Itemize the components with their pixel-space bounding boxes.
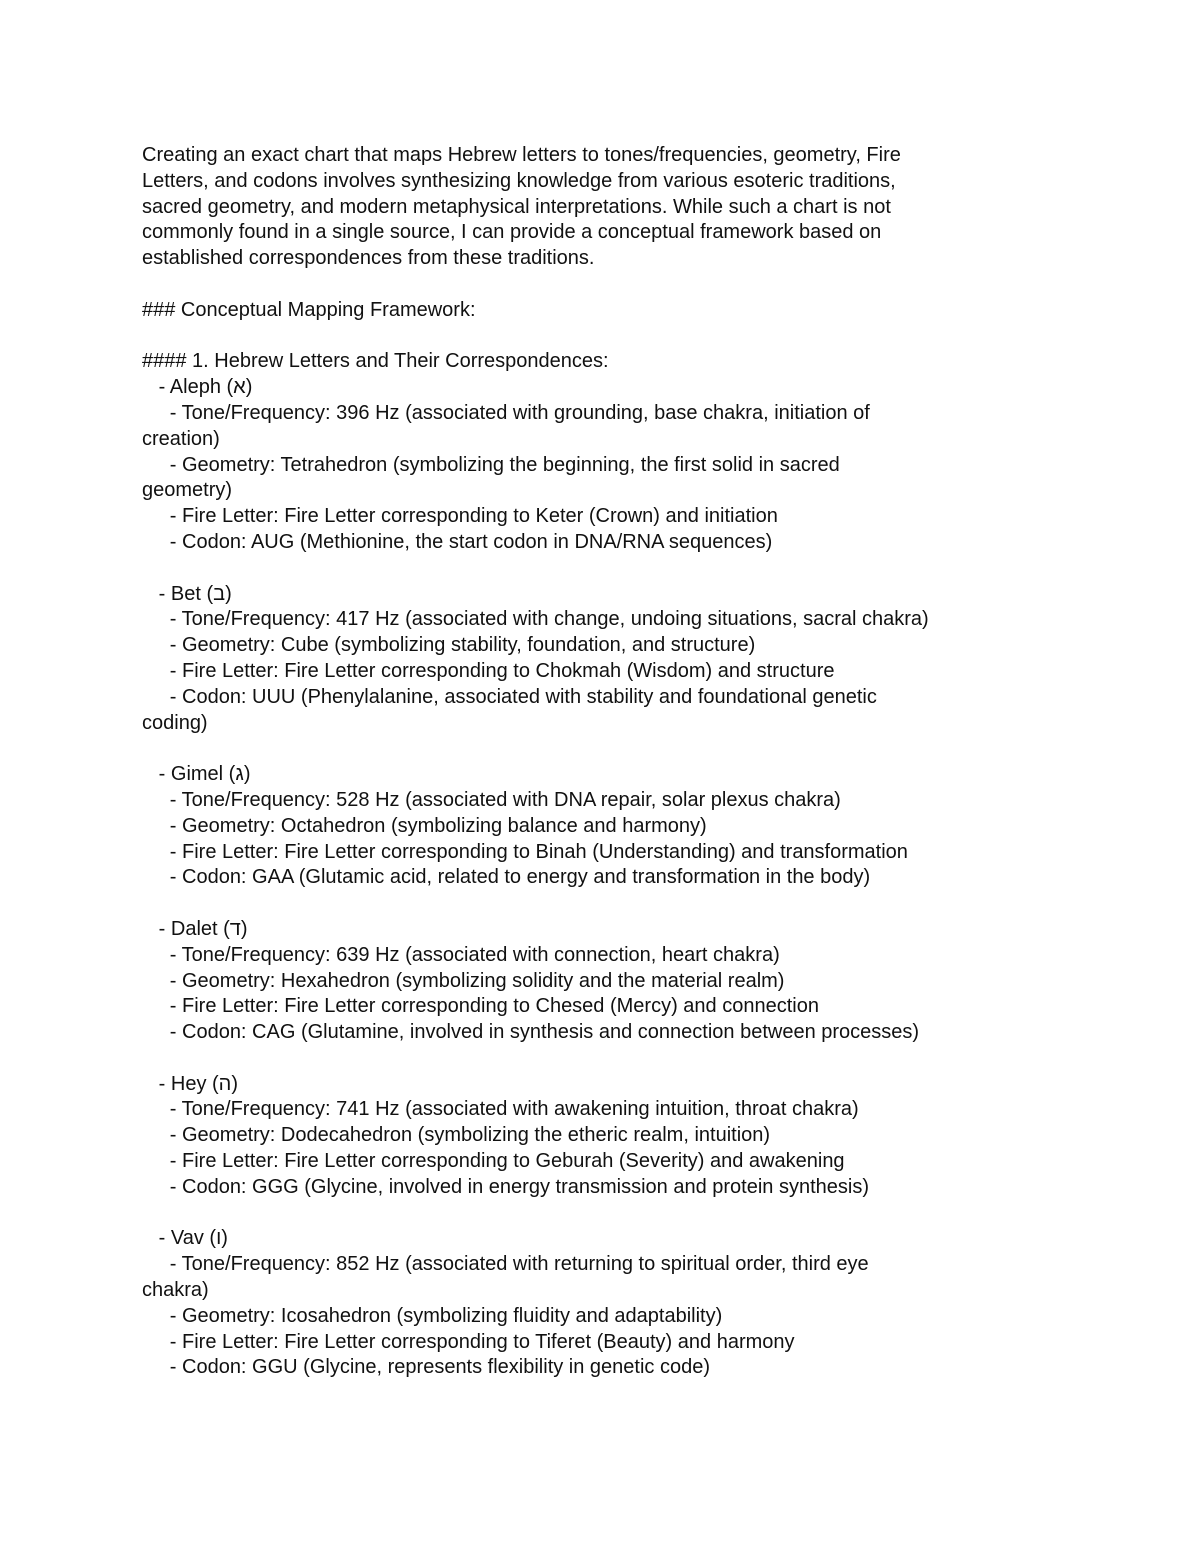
- letter-detail: - Fire Letter: Fire Letter corresponding to Geburah (Severity) and awakening: [142, 1150, 845, 1173]
- letter-detail: - Codon: AUG (Methionine, the start codon in DNA/RNA sequences): [142, 530, 773, 553]
- spacer: [142, 1046, 1062, 1072]
- letter-entry-vav: [142, 1226, 1062, 1381]
- letter-detail: - Codon: CAG (Glutamine, involved in synthesis and connection between processes): [142, 1021, 920, 1044]
- intro-paragraph: [142, 143, 1062, 272]
- letter-detail: creation): [142, 427, 220, 450]
- letter-detail: geometry): [142, 479, 233, 502]
- letter-detail: - Codon: GAA (Glutamic acid, related to energy and transformation in the body): [142, 866, 871, 889]
- letter-detail: - Tone/Frequency: 528 Hz (associated with DNA repair, solar plexus chakra): [142, 788, 841, 811]
- letter-entry-bet: [142, 582, 1062, 737]
- spacer: [142, 324, 1062, 350]
- spacer: [142, 736, 1062, 762]
- letter-detail: - Codon: UUU (Phenylalanine, associated with stability and foundational genetic: [142, 685, 877, 708]
- letter-detail: - Geometry: Hexahedron (symbolizing solidity and the material realm): [142, 969, 785, 992]
- letter-detail: - Codon: GGG (Glycine, involved in energy transmission and protein synthesis): [142, 1175, 869, 1198]
- spacer: [142, 891, 1062, 917]
- subsection-heading: #### 1. Hebrew Letters and Their Correspondences:: [142, 350, 609, 373]
- letter-detail: - Fire Letter: Fire Letter corresponding to Chokmah (Wisdom) and structure: [142, 659, 835, 682]
- spacer: [142, 272, 1062, 298]
- letter-detail: - Codon: GGU (Glycine, represents flexibility in genetic code): [142, 1356, 711, 1379]
- letter-detail: chakra): [142, 1279, 209, 1302]
- letter-detail: - Tone/Frequency: 741 Hz (associated with awakening intuition, throat chakra): [142, 1098, 859, 1121]
- letter-detail: - Tone/Frequency: 852 Hz (associated with returning to spiritual order, third eye: [142, 1253, 869, 1276]
- intro-line: Creating an exact chart that maps Hebrew letters to tones/frequencies, geometry, Fire: [142, 144, 901, 166]
- spacer: [142, 556, 1062, 582]
- letter-detail: - Fire Letter: Fire Letter corresponding to Binah (Understanding) and transformation: [142, 840, 908, 863]
- letter-detail: - Tone/Frequency: 639 Hz (associated with connection, heart chakra): [142, 943, 780, 966]
- spacer: [142, 1201, 1062, 1227]
- letter-detail: - Geometry: Icosahedron (symbolizing fluidity and adaptability): [142, 1304, 723, 1327]
- letter-name: - Bet (ב): [142, 582, 232, 605]
- letter-name: - Dalet (ד): [142, 917, 248, 940]
- letter-entry-aleph: [142, 375, 1062, 556]
- section-heading: ### Conceptual Mapping Framework:: [142, 298, 476, 321]
- letter-entry-dalet: [142, 917, 1062, 1046]
- letter-name: - Vav (ו): [142, 1227, 228, 1250]
- letter-detail: - Geometry: Octahedron (symbolizing balance and harmony): [142, 814, 707, 837]
- letter-entry-gimel: [142, 762, 1062, 891]
- intro-line: Letters, and codons involves synthesizing knowledge from various esoteric traditions,: [142, 169, 896, 192]
- letter-detail: - Fire Letter: Fire Letter corresponding to Tiferet (Beauty) and harmony: [142, 1330, 795, 1353]
- intro-line: sacred geometry, and modern metaphysical interpretations. While such a chart is not: [142, 195, 891, 218]
- letter-entry-hey: [142, 1072, 1062, 1201]
- letter-name: - Hey (ה): [142, 1072, 239, 1095]
- document-page: [142, 143, 1062, 1381]
- letter-name: - Aleph (א): [142, 376, 253, 399]
- intro-line: established correspondences from these traditions.: [142, 247, 595, 270]
- letter-detail: - Tone/Frequency: 396 Hz (associated with grounding, base chakra, initiation of: [142, 401, 870, 424]
- letter-detail: coding): [142, 711, 208, 734]
- letter-detail: - Geometry: Dodecahedron (symbolizing the etheric realm, intuition): [142, 1124, 771, 1147]
- letter-detail: - Fire Letter: Fire Letter corresponding to Chesed (Mercy) and connection: [142, 995, 819, 1018]
- letter-detail: - Tone/Frequency: 417 Hz (associated with change, undoing situations, sacral chakra): [142, 608, 929, 631]
- letter-detail: - Geometry: Tetrahedron (symbolizing the beginning, the first solid in sacred: [142, 453, 840, 476]
- letter-detail: - Geometry: Cube (symbolizing stability, foundation, and structure): [142, 634, 756, 657]
- intro-line: commonly found in a single source, I can provide a conceptual framework based on: [142, 221, 882, 244]
- letter-detail: - Fire Letter: Fire Letter corresponding to Keter (Crown) and initiation: [142, 505, 778, 528]
- letter-name: - Gimel (ג): [142, 763, 251, 786]
